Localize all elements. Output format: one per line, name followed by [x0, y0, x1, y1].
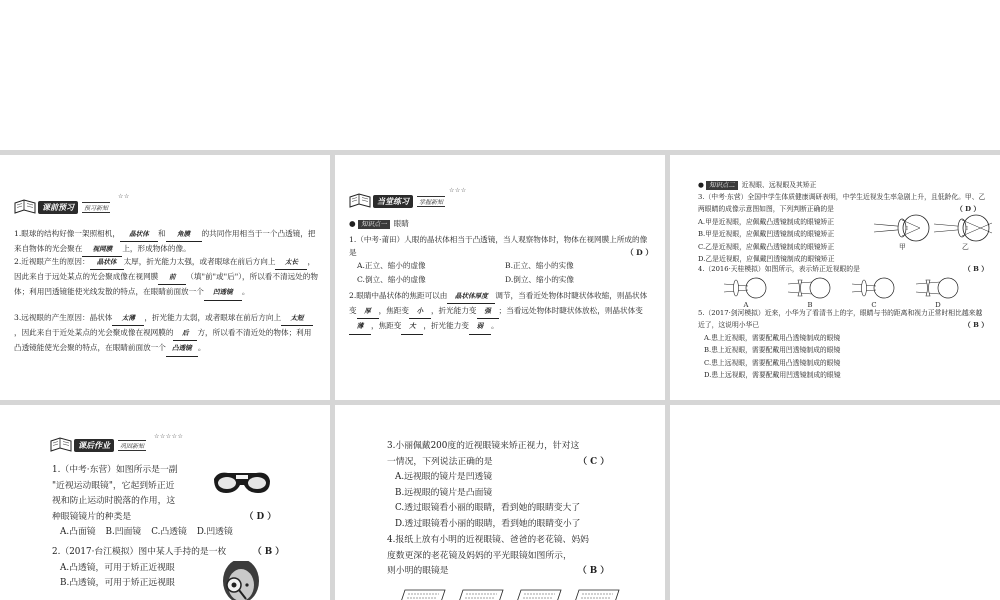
knowledge-title: 眼睛: [393, 219, 409, 228]
section-subtitle: 巩固新知: [118, 440, 146, 451]
magnifier-person-image: [214, 561, 268, 600]
top-blank-band: [0, 0, 1000, 150]
option: C.透过眼镜看小丽的眼睛，看到她的眼睛变大了: [395, 503, 581, 514]
difficulty-stars: ☆☆☆: [449, 187, 467, 194]
blank: 厚: [357, 305, 379, 319]
glasses-image-a: [399, 589, 447, 600]
section-header-practice: [349, 193, 445, 209]
option: C.凸透镜: [151, 527, 187, 538]
option: C.乙是近视眼，应佩戴凸透镜制成的眼镜矫正: [698, 242, 835, 251]
glasses-pictures-row: [399, 589, 621, 600]
option: A.凸面镜: [60, 527, 96, 538]
homework-q3: 3.小丽佩戴200度的近视眼镜来矫正视力，针对这 一情况，下列说法正确的是 （ C ） A.远视眼的镜片是凹透镜 B.远视眼的镜片是凸面镜 C.透过眼镜看小丽的眼睛，看到她的眼睛变大了 D.透过眼镜看小丽的眼睛，看到她的眼睛变小了: [387, 439, 637, 533]
answer: （ B ）: [252, 547, 284, 557]
section-title: 课前预习: [38, 201, 78, 214]
section-title: 课后作业: [74, 439, 114, 452]
slide-practice-2[interactable]: [670, 155, 1000, 400]
option: B.远视眼的镜片是凸面镜: [395, 487, 493, 498]
blank: 凸透镜: [166, 342, 198, 356]
section-title: 当堂练习: [373, 195, 413, 208]
blank: 大: [401, 320, 423, 334]
answer: （ C ）: [578, 456, 609, 467]
practice-q2: 2.眼睛中晶状体的焦距可以由 晶状体厚度 调节，当看近处物体时睫状体收缩，则晶状体变 厚 ，焦距变 小 ，折光能力变 强 ；当看远处物体时睫状体放松，则晶状体变薄 ，焦距变 大 ，折光能力变 弱 。: [349, 289, 653, 335]
blank: 太长: [275, 256, 307, 270]
option: C.倒立、缩小的虚像: [357, 274, 426, 284]
option: C.患上远视眼，需要配戴用凸透镜制成的眼镜: [704, 358, 841, 367]
option: B.凸透镜，可用于矫正远视眼: [60, 578, 175, 589]
slide-homework-2[interactable]: [335, 405, 665, 600]
answer: （ B ）: [963, 321, 988, 330]
option: B.甲是近视眼，应佩戴凹透镜制成的眼镜矫正: [698, 230, 835, 239]
lens-diagram: A: [722, 277, 770, 311]
lens-diagram: D: [914, 277, 962, 311]
blank: 视网膜: [82, 243, 122, 257]
slide-empty[interactable]: [670, 405, 1000, 600]
section-subtitle: 掌握新知: [417, 196, 445, 207]
option: B.凹面镜: [105, 527, 142, 538]
practice-q3: 3.（中考·东营）全国中学生体质健康调研表明，中学生近视发生率急剧上升，且低龄化。甲、乙两眼睛的成像示意图如图，下列判断正确的是 A.甲是近视眼，应佩戴凸透镜制成的眼镜矫正 B.甲是近视眼，应佩戴凹透镜制成的眼镜矫正 C.乙是近视眼，应佩戴凸透镜制成的眼镜矫正 D.乙是近视眼，应佩戴凹透镜制成的眼镜矫正: [698, 191, 988, 265]
option: A.远视眼的镜片是凹透镜: [395, 472, 493, 483]
blank: 强: [477, 305, 499, 319]
option: D.患上远视眼，需要配戴用凹透镜制成的眼镜: [704, 371, 841, 380]
section-header-preview: [14, 199, 110, 215]
book-icon: [14, 199, 36, 215]
figure-label: 甲: [899, 243, 906, 251]
bullet-icon: ●: [698, 181, 704, 189]
homework-q1: 1.（中考·东营）如图所示是一副 "近视运动眼镜"，它起到矫正近 视和防止运动时脱落的作用，这 种眼镜镜片的种类是 （ D ） A.凸面镜 B.凹面镜 C.凸透镜 D.凹透镜: [52, 463, 282, 541]
option: B.正立、缩小的实像: [505, 261, 574, 271]
blank: 后: [173, 327, 197, 341]
section-subtitle: 预习新知: [82, 202, 110, 213]
option: A.患上近视眼，需要配戴用凸透镜制成的眼镜: [704, 333, 841, 342]
slide-preview[interactable]: [0, 155, 330, 400]
book-icon: [349, 193, 371, 209]
sports-goggles-image: [212, 465, 272, 501]
blank: 晶状体: [90, 256, 124, 270]
option: A.正立、缩小的虚像: [357, 261, 426, 271]
option: A.甲是近视眼，应佩戴凸透镜制成的眼镜矫正: [698, 217, 835, 226]
practice-q1: 1.（中考·莆田）人眼的晶状体相当于凸透镜，当人观察物体时，物体在视网膜上所成的像是 （ D ） A.正立、缩小的虚像 B.正立、缩小的实像 C.倒立、缩小的虚像 D.倒立、缩小的实像: [349, 233, 653, 286]
blank: 弱: [469, 320, 491, 334]
preview-q3: 3.远视眼的产生原因：晶状体 太薄 ，折光能力太弱，或者眼球在前后方向上 太短，因此来自于近处某点的光会聚成像在视网膜的 后 方，所以看不清近处的物体；利用凸透镜能使光会聚的特点，在眼睛前面放一个 凸透镜 。: [14, 311, 318, 357]
difficulty-stars: ☆☆☆☆☆: [154, 433, 184, 440]
blank: 晶状体厚度: [447, 290, 495, 304]
knowledge-label: 知识点一: [358, 220, 390, 229]
blank: 太薄: [112, 312, 144, 326]
practice-q4: 4.（2016·天桂模拟）如图所示，表示矫正近视眼的是 （ B ）: [698, 263, 988, 275]
difficulty-stars: ☆☆: [118, 193, 130, 200]
figure-label: 乙: [962, 243, 969, 251]
slide-homework[interactable]: [0, 405, 330, 600]
option: B.患上近视眼，需要配戴用凹透镜制成的眼镜: [704, 346, 841, 355]
preview-q1: 1.眼球的结构好像一架照相机， 晶状体 和 角膜 的共同作用相当于一个凸透镜，把来自物体的光会聚在 视网膜 上，形成物体的像。: [14, 227, 318, 257]
blank: 晶状体: [120, 228, 158, 242]
answer: （ B ）: [577, 566, 609, 577]
glasses-image-c: [515, 589, 563, 600]
option: A.凸透镜，可用于矫正近视眼: [60, 562, 175, 573]
knowledge-label: 知识点二: [706, 181, 738, 190]
lens-diagram: C: [850, 277, 898, 311]
answer: （ D ）: [625, 248, 653, 258]
eye-diagram-yi: [932, 213, 994, 243]
practice-q5: 5.（2017·剑河模拟）近来，小华为了看清书上的字，眼睛与书的距离和视力正常时相比越来越近了，这说明小华已 （ B ） A.患上近视眼，需要配戴用凸透镜制成的眼镜 B.患上近视眼，需要配戴用凹透镜制成的眼镜 C.患上远视眼，需要配戴用凸透镜制成的眼镜 D.患上远视眼，需要配戴用凹透镜制成的眼镜: [698, 307, 988, 381]
blank: 小: [409, 305, 431, 319]
section-header-homework: [50, 437, 146, 453]
lens-diagram: B: [786, 277, 834, 311]
blank: 薄: [349, 320, 371, 334]
knowledge-title: 近视眼、远视眼及其矫正: [741, 181, 817, 189]
eye-diagram-jia: [872, 213, 934, 243]
answer: （ D ）: [244, 511, 276, 522]
blank: 角膜: [166, 228, 202, 242]
slide-practice[interactable]: [335, 155, 665, 400]
option: D.乙是近视眼，应佩戴凹透镜制成的眼镜矫正: [698, 255, 835, 264]
glasses-image-d: [573, 589, 621, 600]
answer: （ B ）: [963, 265, 988, 273]
knowledge-point-2: [698, 179, 816, 191]
option: D.透过眼镜看小丽的眼睛，看到她的眼睛变小了: [395, 518, 581, 529]
homework-q2: 2.（2017·台江模拟）图中某人手持的是一枚 （ B ） A.凸透镜，可用于矫正近视眼 B.凸透镜，可用于矫正远视眼: [52, 545, 284, 592]
answer: （ D ）: [956, 205, 981, 213]
book-icon: [50, 437, 72, 453]
blank: 太短: [281, 312, 313, 326]
option: D.凹透镜: [196, 527, 233, 538]
blank: 前: [158, 271, 186, 285]
homework-q4: 4.报纸上放有小明的近视眼镜、爸爸的老花镜、妈妈 度数更深的老花镜及妈妈的平光眼镜如图所示， 则小明的眼镜是 （ B ）: [387, 533, 637, 580]
preview-q2: 2.近视眼产生的原因： 晶状体 太厚，折光能力太强，或者眼球在前后方向上 太长 ，因此来自于远处某点的光会聚成像在视网膜 前 （填"前"或"后"），所以看不清远处的物体；利用凹透镜能使光线发散的特点，在眼睛前面放一个 凹透镜 。: [14, 255, 318, 301]
blank: 凹透镜: [204, 286, 242, 300]
glasses-image-b: [457, 589, 505, 600]
bullet-icon: ●: [349, 219, 356, 228]
option: D.倒立、缩小的实像: [505, 274, 574, 284]
knowledge-point-1: [349, 217, 409, 230]
